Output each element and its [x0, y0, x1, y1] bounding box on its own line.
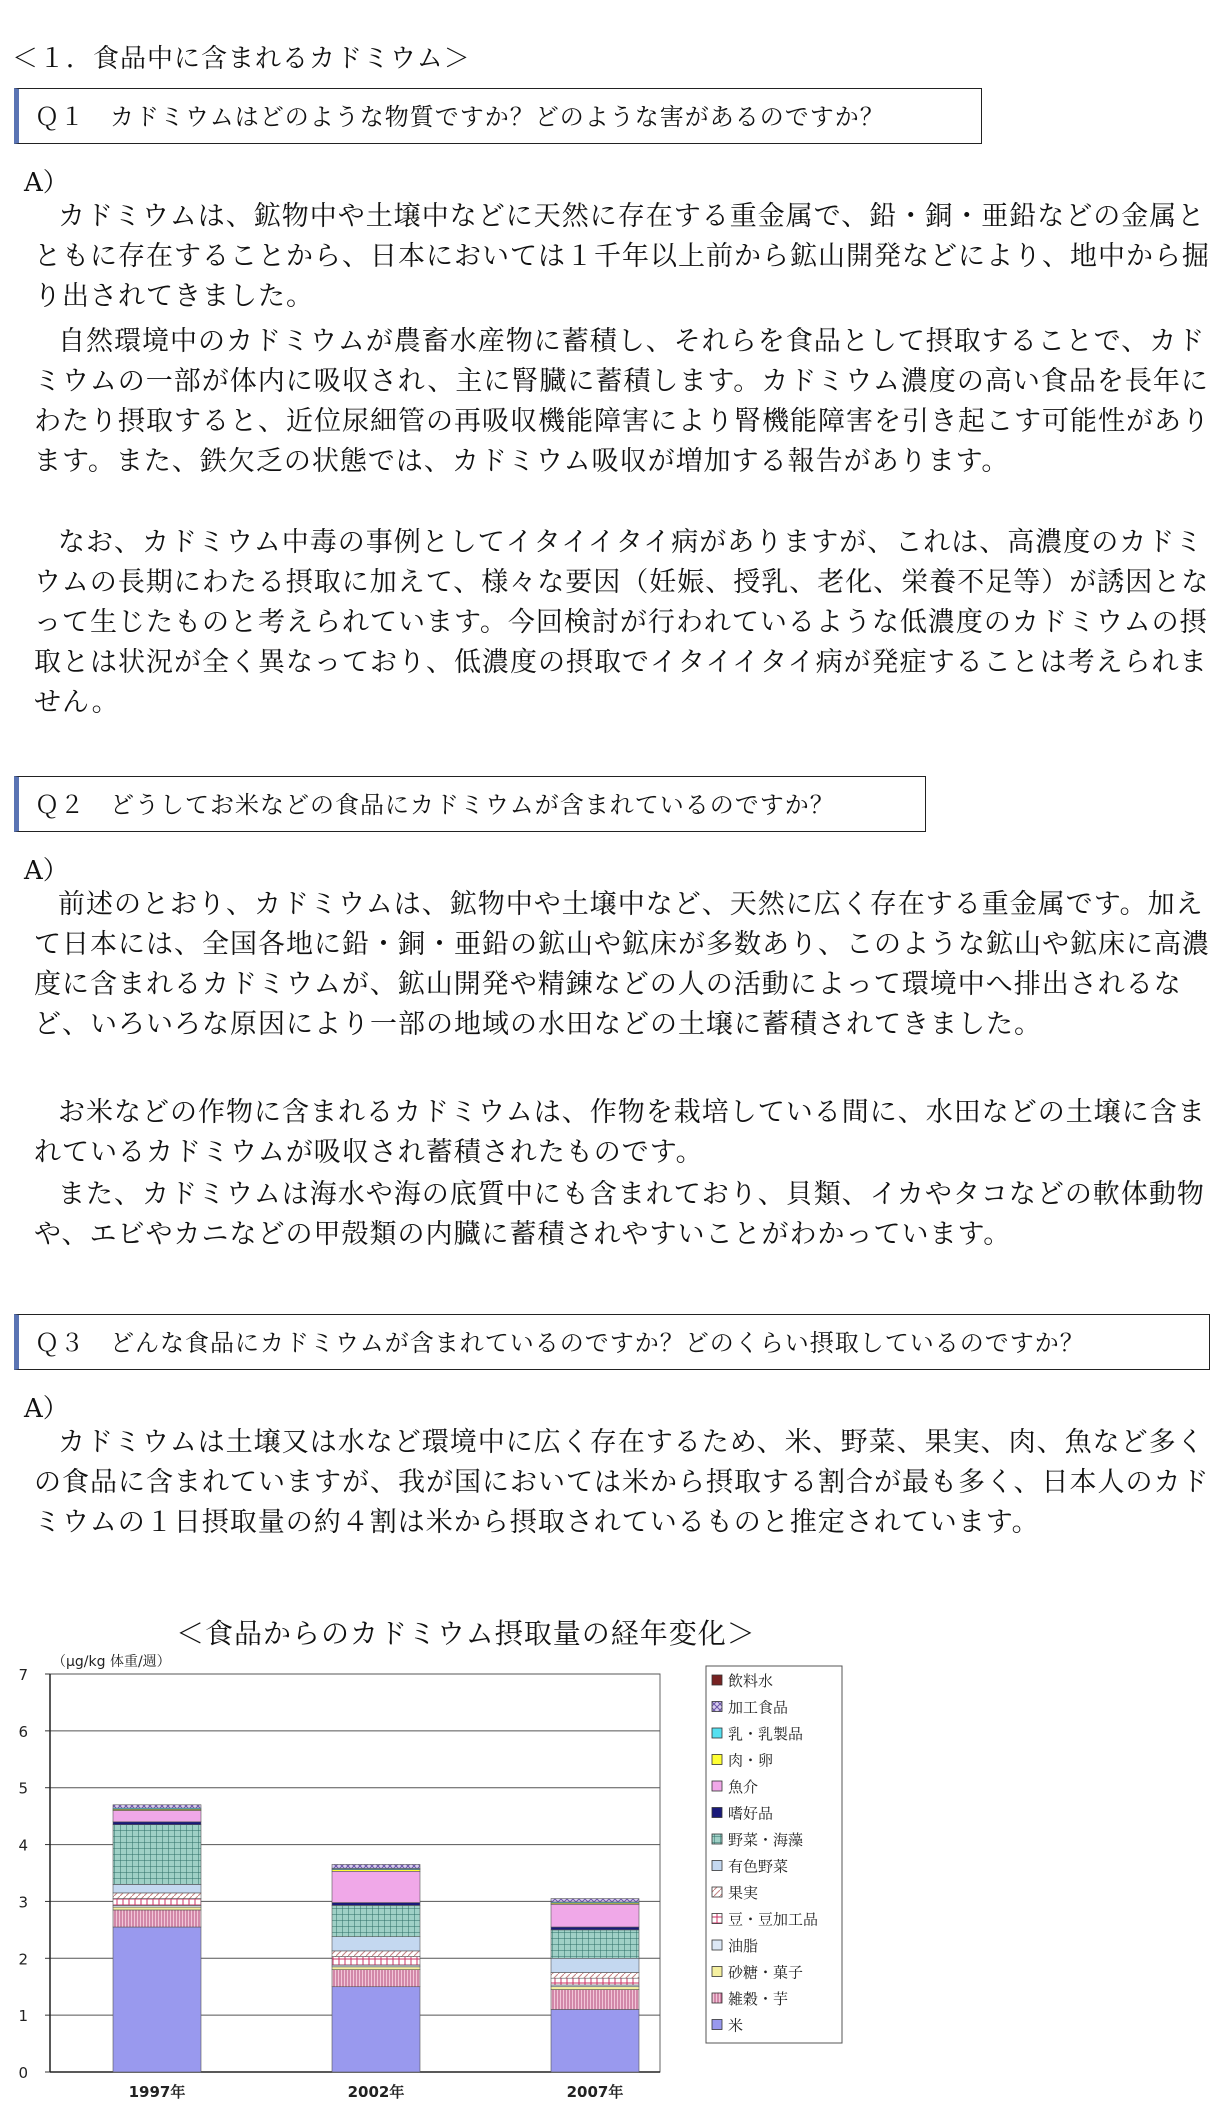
y-tick-label: 3 [18, 1893, 28, 1912]
y-tick-label: 7 [18, 1666, 28, 1684]
bar-segment [551, 2009, 639, 2072]
bar-segment [332, 1957, 420, 1966]
y-tick-label: 6 [18, 1722, 28, 1741]
q1-paragraph-2: 自然環境中のカドミウムが農畜水産物に蓄積し、それらを食品として摂取することで、カドミウムの一部が体内に吸収され、主に腎臓に蓄積します。カドミウム濃度の高い食品を長年にわたり摂取すると、近位尿細管の再吸収機能障害により腎機能障害を引き起こす可能性があります。また、鉄欠乏の状態では、カドミウム吸収が増加する報告があります。 [34, 326, 1210, 477]
y-tick-label: 5 [18, 1779, 28, 1798]
legend-label: 有色野菜 [728, 1857, 789, 1876]
bar-segment [551, 1973, 639, 1979]
bar-segment [332, 1905, 420, 1936]
bar-segment [551, 1899, 639, 1902]
q2-paragraph-2: お米などの作物に含まれるカドミウムは、作物を栽培している間に、水田などの土壌に含まれているカドミウムが吸収され蓄積されたものです。 [34, 1097, 1206, 1168]
legend-swatch [712, 1755, 722, 1765]
legend-swatch [712, 1808, 722, 1818]
x-tick-label: 2007年 [566, 2083, 624, 2101]
legend-swatch [712, 1728, 722, 1738]
question-box-q3: Ｑ３ どんな食品にカドミウムが含まれているのですか？どのくらい摂取しているのですか？ [14, 1314, 1210, 1370]
bar-segment [113, 1805, 201, 1808]
bar-segment [113, 1927, 201, 2072]
legend-label: 砂糖・菓子 [728, 1963, 804, 1982]
legend-swatch [712, 2020, 722, 2030]
bar-segment [113, 1810, 201, 1821]
answer-label-q3: A） [24, 1394, 69, 1424]
bar-segment [113, 1884, 201, 1893]
bar-segment [113, 1910, 201, 1927]
y-tick-label: 0 [18, 2064, 28, 2082]
bar-segment [113, 1893, 201, 1899]
chart-title: ＜食品からのカドミウム摂取量の経年変化＞ [176, 1617, 756, 1650]
legend-label: 油脂 [728, 1937, 759, 1955]
bar-segment [551, 1904, 639, 1927]
bar-segment [551, 1990, 639, 2010]
x-tick-label: 2002年 [347, 2083, 405, 2101]
bar-segment [332, 1871, 420, 1902]
y-tick-label: 1 [18, 2007, 28, 2026]
legend-label: 果実 [728, 1884, 759, 1902]
q2-paragraph-1: 前述のとおり、カドミウムは、鉱物中や土壌中など、天然に広く存在する重金属です。加えて日本には、全国各地に鉛・銅・亜鉛の鉱山や鉱床が多数あり、このような鉱山や鉱床に高濃度に含まれるカドミウムが、鉱山開発や精錬などの人の活動によって環境中へ排出されるなど、いろいろな原因により一部の地域の水田などの土壌に蓄積されてきました。 [34, 889, 1210, 1040]
bar-segment [551, 1930, 639, 1958]
legend-label: 雑穀・芋 [728, 1990, 789, 2008]
legend-label: 野菜・海藻 [728, 1831, 804, 1849]
bar-segment [551, 1958, 639, 1972]
answer-label-q2: A） [24, 856, 69, 886]
bar-segment [113, 1899, 201, 1906]
bar-segment [332, 1864, 420, 1868]
legend-label: 飲料水 [728, 1672, 774, 1690]
bar-segment [113, 1822, 201, 1825]
legend-swatch [712, 1861, 722, 1871]
legend-label: 加工食品 [728, 1698, 789, 1717]
legend-label: 嗜好品 [728, 1804, 774, 1823]
bar-segment [332, 1903, 420, 1906]
bar-segment [332, 1937, 420, 1951]
x-tick-label: 1997年 [128, 2083, 186, 2101]
q2-paragraph-3: また、カドミウムは海水や海の底質中にも含まれており、貝類、イカやタコなどの軟体動物や、エビやカニなどの甲殻類の内臓に蓄積されやすいことがわかっています。 [34, 1179, 1205, 1250]
bar-segment [113, 1825, 201, 1885]
section-title: ＜１．食品中に含まれるカドミウム＞ [12, 44, 471, 74]
legend-label: 米 [728, 2016, 744, 2035]
legend-box [706, 1666, 842, 2043]
bar-segment [332, 1967, 420, 1970]
legend-label: 豆・豆加工品 [728, 1910, 819, 1929]
bar-segment [332, 1987, 420, 2072]
bar-segment [551, 1927, 639, 1930]
q1-paragraph-3: なお、カドミウム中毒の事例としてイタイイタイ病がありますが、これは、高濃度のカドミウムの長期にわたる摂取に加えて、様々な要因（妊娠、授乳、老化、栄養不足等）が誘因となって生じたものと考えられています。今回検討が行われているような低濃度のカドミウムの摂取とは状況が全く異なっており、低濃度の摂取でイタイイタイ病が発症することは考えられません。 [34, 527, 1210, 718]
bar-segment [332, 1951, 420, 1957]
legend-swatch [712, 1702, 722, 1712]
question-box-q1: Ｑ１ カドミウムはどのような物質ですか？どのような害があるのですか？ [14, 88, 982, 144]
q1-paragraph-1: カドミウムは、鉱物中や土壌中などに天然に存在する重金属で、鉛・銅・亜鉛などの金属とともに存在することから、日本においては１千年以上前から鉱山開発などにより、地中から掘り出されてきました。 [34, 201, 1210, 312]
legend-label: 魚介 [728, 1778, 759, 1796]
bar-segment [113, 1907, 201, 1910]
legend-swatch [712, 1834, 722, 1844]
legend-swatch [712, 1887, 722, 1897]
legend-label: 肉・卵 [728, 1751, 774, 1770]
answer-label-q1: A） [24, 168, 69, 198]
bar-segment [332, 1970, 420, 1987]
legend-swatch [712, 1967, 722, 1977]
y-tick-label: 2 [18, 1950, 28, 1969]
legend-swatch [712, 1914, 722, 1924]
bar-segment [551, 1978, 639, 1985]
cadmium-intake-chart [0, 1650, 880, 2110]
legend-swatch [712, 1781, 722, 1791]
q3-paragraph-1: カドミウムは土壌又は水など環境中に広く存在するため、米、野菜、果実、肉、魚など多くの食品に含まれていますが、我が国においては米から摂取する割合が最も多く、日本人のカドミウムの１日摂取量の約４割は米から摂取されているものと推定されています。 [34, 1427, 1210, 1538]
y-tick-label: 4 [18, 1836, 28, 1855]
legend-swatch [712, 1993, 722, 2003]
legend-label: 乳・乳製品 [728, 1725, 804, 1743]
legend-swatch [712, 1675, 722, 1685]
bar-segment [551, 1987, 639, 1990]
y-axis-label: （μg/kg 体重/週） [52, 1654, 171, 1670]
legend-swatch [712, 1940, 722, 1950]
question-box-q2: Ｑ２ どうしてお米などの食品にカドミウムが含まれているのですか？ [14, 776, 926, 832]
